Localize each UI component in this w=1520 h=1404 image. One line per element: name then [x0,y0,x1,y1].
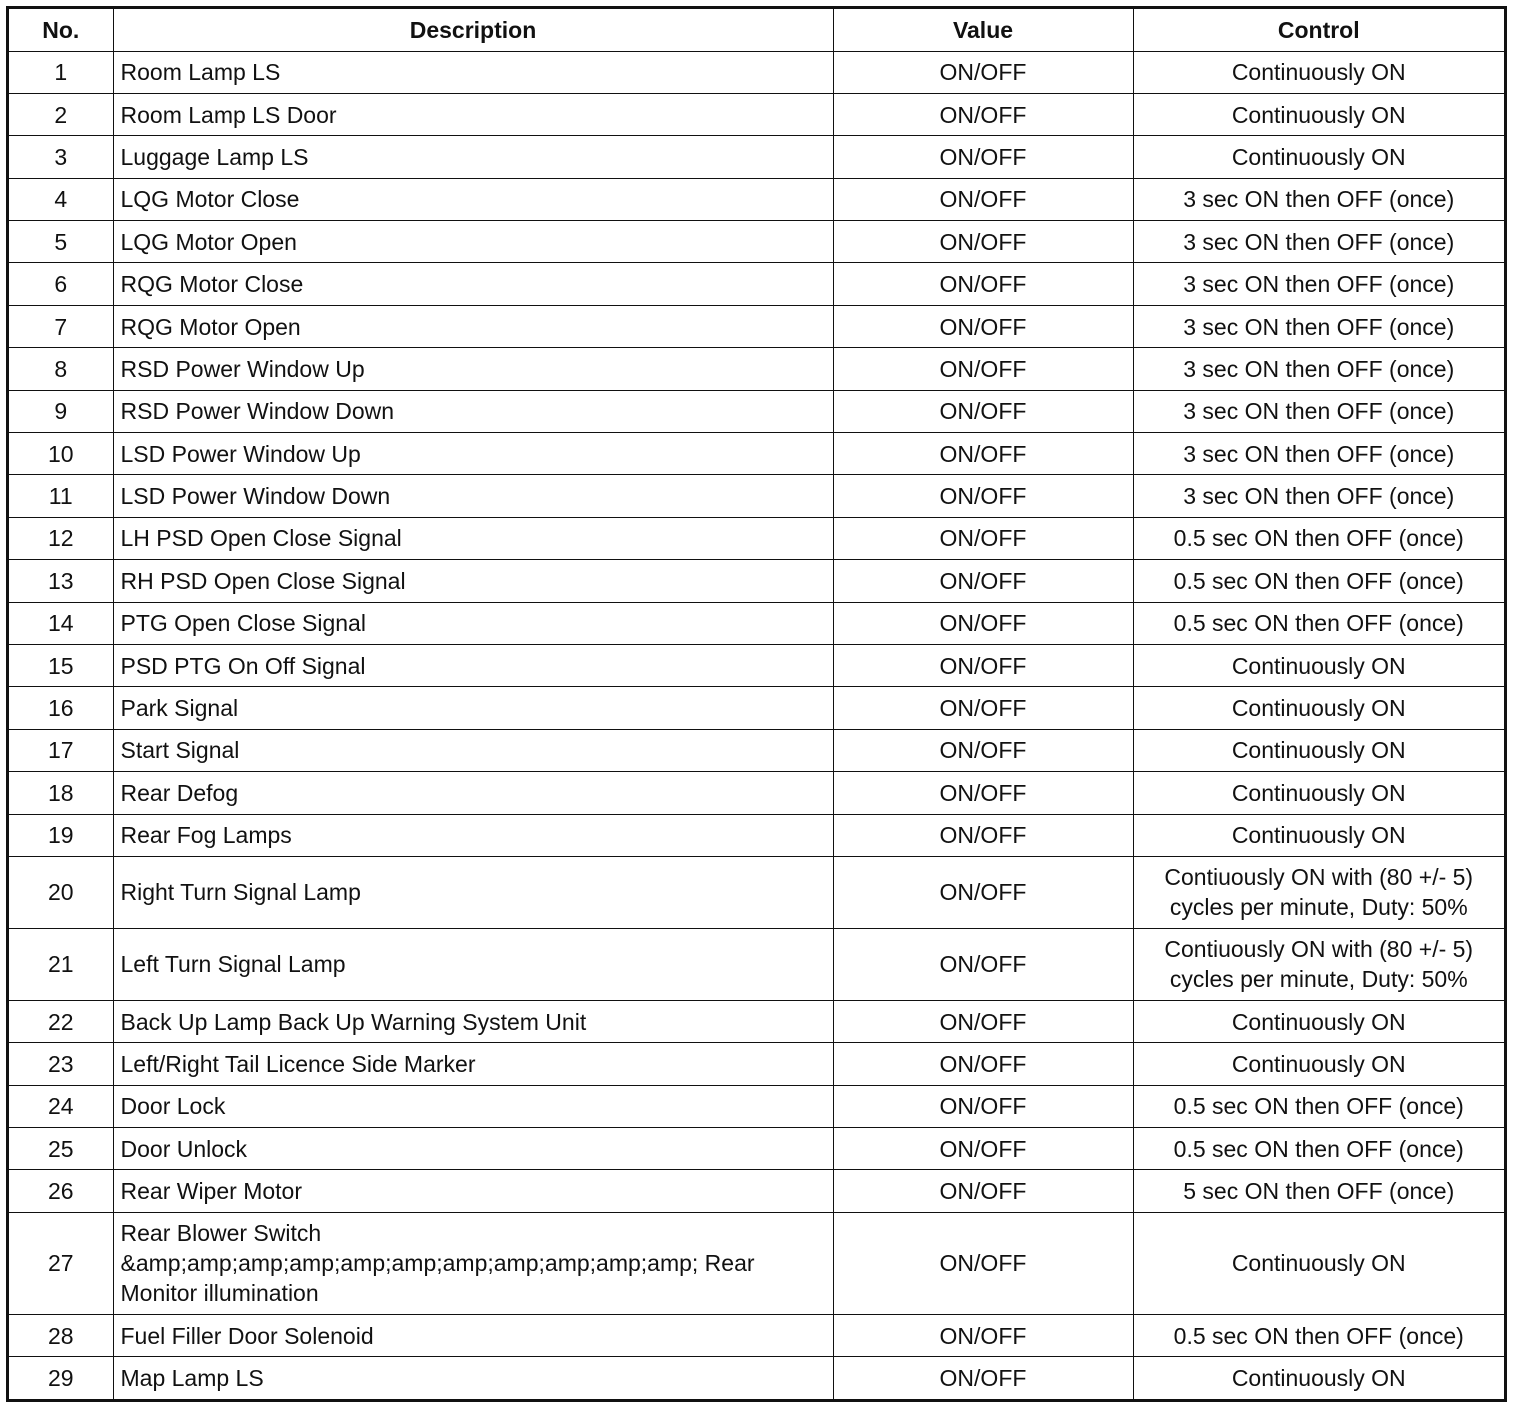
table-row [9,1357,1504,1399]
row-control: 3 sec ON then OFF (once) [1133,433,1504,475]
row-description: Rear Defog [113,772,833,814]
row-value: ON/OFF [833,1128,1133,1170]
table-row [9,1170,1504,1212]
row-control: Continuously ON [1133,1043,1504,1085]
row-number: 14 [9,602,113,644]
row-number: 1 [9,51,113,93]
row-number: 4 [9,178,113,220]
row-value: ON/OFF [833,1000,1133,1042]
row-control: 3 sec ON then OFF (once) [1133,475,1504,517]
row-number: 26 [9,1170,113,1212]
table-row [9,928,1504,1000]
row-description: LH PSD Open Close Signal [113,517,833,559]
table-row [9,305,1504,347]
row-description: Room Lamp LS Door [113,93,833,135]
row-value: ON/OFF [833,433,1133,475]
table-row [9,1043,1504,1085]
row-number: 2 [9,93,113,135]
row-number: 22 [9,1000,113,1042]
row-description: Rear Wiper Motor [113,1170,833,1212]
row-control: Continuously ON [1133,1000,1504,1042]
row-number: 8 [9,348,113,390]
row-description: Room Lamp LS [113,51,833,93]
row-value: ON/OFF [833,475,1133,517]
row-number: 24 [9,1085,113,1127]
data-table [6,6,1507,1402]
row-description: Rear Blower Switch &amp;amp;amp;amp;amp;amp;amp;amp;amp;amp;amp; Rear Monitor illumination [113,1212,833,1314]
row-value: ON/OFF [833,1357,1133,1399]
row-number: 11 [9,475,113,517]
row-number: 21 [9,928,113,1000]
row-number: 17 [9,729,113,771]
row-number: 3 [9,136,113,178]
row-control: 0.5 sec ON then OFF (once) [1133,560,1504,602]
row-number: 15 [9,644,113,686]
table-row [9,1314,1504,1356]
row-description: LQG Motor Close [113,178,833,220]
row-value: ON/OFF [833,390,1133,432]
table-row [9,1128,1504,1170]
header-no: No. [9,9,113,51]
row-value: ON/OFF [833,263,1133,305]
table-header [9,9,1504,51]
row-description: PTG Open Close Signal [113,602,833,644]
table-row [9,136,1504,178]
io-control-table [9,9,1504,1399]
row-number: 12 [9,517,113,559]
row-description: LSD Power Window Up [113,433,833,475]
row-value: ON/OFF [833,772,1133,814]
row-description: Rear Fog Lamps [113,814,833,856]
row-description: RH PSD Open Close Signal [113,560,833,602]
row-description: RSD Power Window Down [113,390,833,432]
table-row [9,1212,1504,1314]
row-number: 18 [9,772,113,814]
header-row [9,9,1504,51]
table-row [9,729,1504,771]
row-control: Continuously ON [1133,1212,1504,1314]
row-description: LSD Power Window Down [113,475,833,517]
table-row [9,602,1504,644]
row-description: Left Turn Signal Lamp [113,928,833,1000]
row-control: 0.5 sec ON then OFF (once) [1133,517,1504,559]
table-row [9,348,1504,390]
row-control: 5 sec ON then OFF (once) [1133,1170,1504,1212]
table-row [9,814,1504,856]
row-control: 0.5 sec ON then OFF (once) [1133,602,1504,644]
row-control: 3 sec ON then OFF (once) [1133,221,1504,263]
row-control: Continuously ON [1133,93,1504,135]
row-number: 25 [9,1128,113,1170]
row-value: ON/OFF [833,93,1133,135]
row-control: Continuously ON [1133,814,1504,856]
row-description: RQG Motor Open [113,305,833,347]
row-value: ON/OFF [833,560,1133,602]
row-value: ON/OFF [833,136,1133,178]
table-row [9,644,1504,686]
row-value: ON/OFF [833,348,1133,390]
row-number: 27 [9,1212,113,1314]
row-number: 7 [9,305,113,347]
row-value: ON/OFF [833,305,1133,347]
row-description: Door Lock [113,1085,833,1127]
table-row [9,856,1504,928]
row-control: Continuously ON [1133,51,1504,93]
row-value: ON/OFF [833,928,1133,1000]
row-control: 3 sec ON then OFF (once) [1133,348,1504,390]
row-number: 19 [9,814,113,856]
row-control: 3 sec ON then OFF (once) [1133,305,1504,347]
row-description: Back Up Lamp Back Up Warning System Unit [113,1000,833,1042]
row-description: Fuel Filler Door Solenoid [113,1314,833,1356]
row-control: 3 sec ON then OFF (once) [1133,390,1504,432]
row-value: ON/OFF [833,687,1133,729]
row-control: Contiuously ON with (80 +/- 5) cycles per minute, Duty: 50% [1133,928,1504,1000]
row-description: PSD PTG On Off Signal [113,644,833,686]
row-value: ON/OFF [833,1043,1133,1085]
row-control: Continuously ON [1133,1357,1504,1399]
row-value: ON/OFF [833,1212,1133,1314]
table-row [9,263,1504,305]
table-row [9,475,1504,517]
row-control: Continuously ON [1133,772,1504,814]
row-value: ON/OFF [833,221,1133,263]
row-number: 23 [9,1043,113,1085]
row-control: 0.5 sec ON then OFF (once) [1133,1085,1504,1127]
row-value: ON/OFF [833,1085,1133,1127]
row-value: ON/OFF [833,517,1133,559]
row-control: Continuously ON [1133,687,1504,729]
row-description: Park Signal [113,687,833,729]
row-number: 28 [9,1314,113,1356]
table-row [9,51,1504,93]
table-body [9,51,1504,1399]
table-row [9,1000,1504,1042]
header-value: Value [833,9,1133,51]
table-row [9,517,1504,559]
row-control: 0.5 sec ON then OFF (once) [1133,1314,1504,1356]
row-value: ON/OFF [833,1170,1133,1212]
row-description: Map Lamp LS [113,1357,833,1399]
table-row [9,178,1504,220]
table-row [9,93,1504,135]
table-row [9,560,1504,602]
row-control: 0.5 sec ON then OFF (once) [1133,1128,1504,1170]
row-value: ON/OFF [833,1314,1133,1356]
row-value: ON/OFF [833,814,1133,856]
row-control: 3 sec ON then OFF (once) [1133,263,1504,305]
row-description: Left/Right Tail Licence Side Marker [113,1043,833,1085]
table-row [9,687,1504,729]
table-row [9,772,1504,814]
row-description: RSD Power Window Up [113,348,833,390]
row-description: Start Signal [113,729,833,771]
row-control: Contiuously ON with (80 +/- 5) cycles per minute, Duty: 50% [1133,856,1504,928]
row-number: 20 [9,856,113,928]
row-value: ON/OFF [833,51,1133,93]
row-value: ON/OFF [833,856,1133,928]
row-description: RQG Motor Close [113,263,833,305]
table-row [9,1085,1504,1127]
table-row [9,433,1504,475]
row-description: Right Turn Signal Lamp [113,856,833,928]
row-value: ON/OFF [833,602,1133,644]
row-number: 9 [9,390,113,432]
row-description: Luggage Lamp LS [113,136,833,178]
row-number: 13 [9,560,113,602]
row-number: 5 [9,221,113,263]
header-control: Control [1133,9,1504,51]
table-row [9,221,1504,263]
row-number: 6 [9,263,113,305]
row-control: Continuously ON [1133,644,1504,686]
row-number: 29 [9,1357,113,1399]
row-value: ON/OFF [833,729,1133,771]
row-control: Continuously ON [1133,136,1504,178]
row-value: ON/OFF [833,178,1133,220]
row-control: 3 sec ON then OFF (once) [1133,178,1504,220]
row-number: 10 [9,433,113,475]
row-number: 16 [9,687,113,729]
row-value: ON/OFF [833,644,1133,686]
row-description: LQG Motor Open [113,221,833,263]
row-control: Continuously ON [1133,729,1504,771]
header-description: Description [113,9,833,51]
row-description: Door Unlock [113,1128,833,1170]
table-row [9,390,1504,432]
